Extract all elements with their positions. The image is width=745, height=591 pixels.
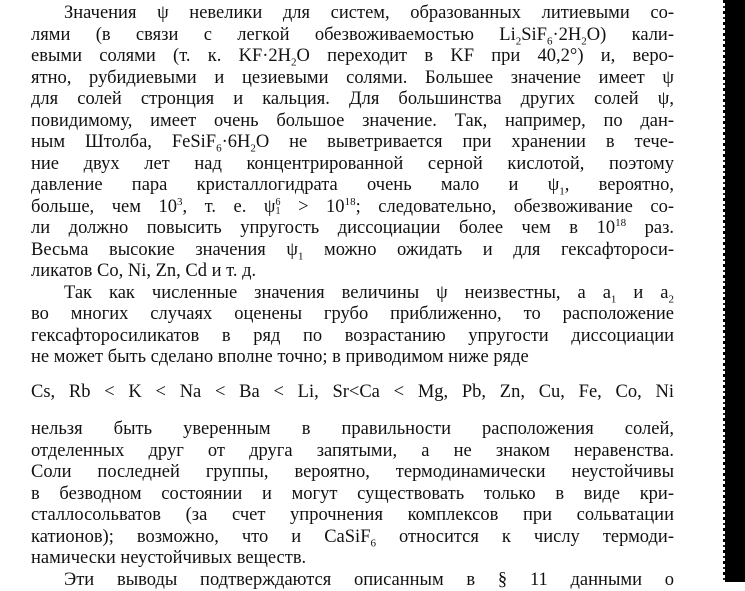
text-run: ликатов Co, Ni, Zn, Cd и т. д.: [31, 261, 256, 281]
superscript: 18: [345, 195, 356, 207]
subscript: 1: [276, 206, 281, 217]
text-run: > 10: [281, 197, 345, 217]
text-run: катионов); возможно, что и CaSiF: [31, 527, 371, 547]
subscript: 2: [250, 143, 256, 155]
superscript: 6: [276, 197, 281, 208]
text-line: [31, 505, 674, 527]
text-run: ·6H: [222, 132, 251, 152]
text-run: нельзя быть уверенным в правильности расположения солей,: [31, 419, 674, 439]
text-run: отделенных друг от друга запятыми, а не знаком неравенства.: [31, 441, 674, 461]
text-line: [31, 548, 674, 570]
subscript: 6: [547, 35, 553, 47]
formula-line: [31, 382, 674, 404]
text-run: O переходит в KF при 40,2°) и, веро-: [297, 46, 674, 66]
text-run: сталлосольватов (за счет упрочнения комплексов при сольватации: [31, 505, 674, 525]
text-run: больше, чем 10: [31, 197, 177, 217]
text-line: [31, 527, 674, 549]
text-line: [31, 484, 674, 506]
text-run: SiF: [521, 25, 547, 45]
text-line: [31, 261, 674, 283]
subscript: 1: [298, 250, 304, 262]
text-run: евыми солями (т. к. KF·2H: [31, 46, 291, 66]
text-line: [31, 570, 674, 591]
text-run: относится к числу термоди-: [376, 527, 674, 547]
text-run: Соли последней группы, вероятно, термодинамически неустойчивы: [31, 462, 674, 482]
text-run: раз.: [626, 218, 674, 238]
text-line: [31, 25, 674, 47]
text-line: [31, 111, 674, 133]
superscript: 3: [177, 195, 183, 207]
text-run: давление пара кристаллогидрата очень мало и ψ: [31, 175, 559, 195]
text-run: можно ожидать и для гексафтороси-: [303, 240, 674, 260]
subscript: 2: [668, 293, 674, 305]
subscript: 2: [516, 35, 522, 47]
scan-black-border: [725, 0, 745, 582]
text-run: Так как численные значения величины ψ неизвестны, а a: [64, 283, 611, 303]
text-line: [31, 462, 674, 484]
text-line: [31, 441, 674, 463]
text-run: ; следовательно, обезвоживание со-: [356, 197, 674, 217]
subscript: 2: [581, 35, 587, 47]
text-line: [31, 132, 674, 154]
text-line: [31, 283, 674, 305]
text-line: [31, 46, 674, 68]
text-run: ятно, рубидиевыми и цезиевыми солями. Большее значение имеет ψ: [31, 68, 674, 88]
text-run: ным Штолба, FeSiF: [31, 132, 216, 152]
subscript: 2: [291, 57, 297, 69]
text-line: [31, 68, 674, 90]
text-run: O не выветривается при хранении в тече-: [256, 132, 674, 152]
text-run: Cs, Rb < K < Na < Ba < Li, Sr<Ca < Mg, Pb, Zn, Cu, Fe, Co, Ni: [31, 382, 674, 402]
text-run: повидимому, имеет очень большое значение. Так, например, по дан-: [31, 111, 674, 131]
text-line: [31, 419, 674, 441]
text-line: [31, 197, 674, 219]
text-run: для солей стронция и кальция. Для большинства других солей ψ,: [31, 89, 674, 109]
text-run: лями (в связи с легкой обезвоживаемостью Li: [31, 25, 516, 45]
text-run: , вероятно,: [565, 175, 674, 195]
text-line: [31, 347, 674, 369]
text-run: в безводном состоянии и могут существовать только в виде кри-: [31, 484, 674, 504]
text-line: [31, 304, 674, 326]
text-line: [31, 175, 674, 197]
text-line: [31, 218, 674, 240]
text-line: [31, 240, 674, 262]
text-run: Весьма высокие значения ψ: [31, 240, 298, 260]
text-line: [31, 3, 674, 25]
text-run: ние двух лет над концентрированной серной кислотой, поэтому: [31, 154, 674, 174]
text-line: [31, 89, 674, 111]
subscript: 1: [559, 186, 565, 198]
text-run: ли должно повысить упругость диссоциации более чем в 10: [31, 218, 615, 238]
text-run: не может быть сделано вполне точно; в приводимом ниже ряде: [31, 347, 529, 367]
text-line: [31, 154, 674, 176]
text-run: ·2H: [552, 25, 581, 45]
text-run: и a: [616, 283, 668, 303]
text-line: [31, 326, 674, 348]
subscript: 6: [216, 143, 222, 155]
superscript: 18: [615, 217, 626, 229]
text-run: Значения ψ невелики для систем, образованных литиевыми со-: [64, 3, 674, 23]
subscript: 6: [371, 537, 377, 549]
text-run: намически неустойчивых веществ.: [31, 548, 306, 568]
text-run: во многих случаях оценены грубо приближенно, то расположение: [31, 304, 674, 324]
text-run: гексафторосиликатов в ряд по возрастанию упругости диссоциации: [31, 326, 674, 346]
text-run: , т. е. ψ: [183, 197, 276, 217]
document-page-text: [31, 3, 674, 591]
text-run: O) кали-: [587, 25, 674, 45]
text-run: Эти выводы подтверждаются описанным в § 11 данными о: [64, 570, 674, 590]
subscript: 1: [611, 293, 617, 305]
